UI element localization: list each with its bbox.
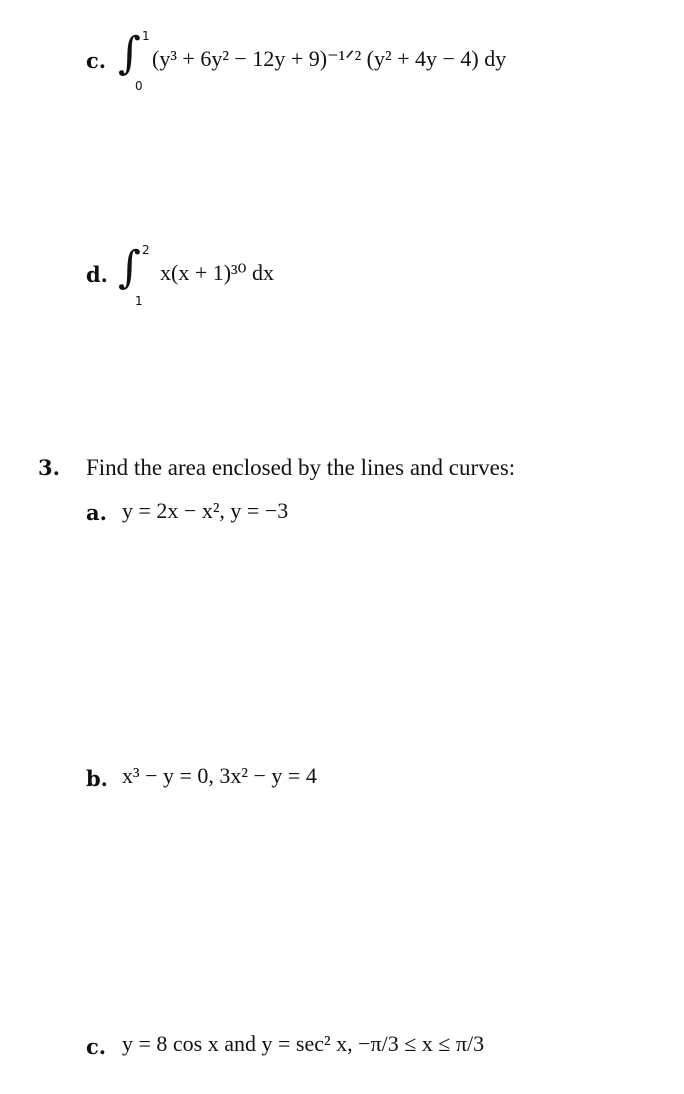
integral-sign: ∫: [118, 242, 141, 293]
lower-limit: 0: [135, 79, 143, 93]
problem-number: 3.: [38, 455, 60, 480]
part-expression: x³ − y = 0, 3x² − y = 4: [122, 763, 317, 788]
part-label: a.: [86, 500, 107, 525]
part-expression: y = 8 cos x and y = sec² x, −π/3 ≤ x ≤ π/3: [122, 1031, 485, 1056]
part-expression: y = 2x − x², y = −3: [122, 498, 289, 523]
integrand: (y³ + 6y² − 12y + 9)⁻¹ᐟ² (y² + 4y − 4) dy: [152, 46, 507, 71]
part-label: c.: [86, 1034, 107, 1059]
upper-limit: 1: [142, 29, 150, 43]
item-d-label: d.: [86, 262, 108, 287]
part-label: b.: [86, 766, 108, 791]
item-c-label: c.: [86, 48, 107, 73]
problem-prompt: Find the area enclosed by the lines and curves:: [86, 455, 516, 480]
lower-limit: 1: [135, 294, 143, 308]
upper-limit: 2: [142, 243, 150, 257]
integral-sign: ∫: [118, 28, 141, 79]
integrand: x(x + 1)³⁰ dx: [160, 260, 274, 285]
